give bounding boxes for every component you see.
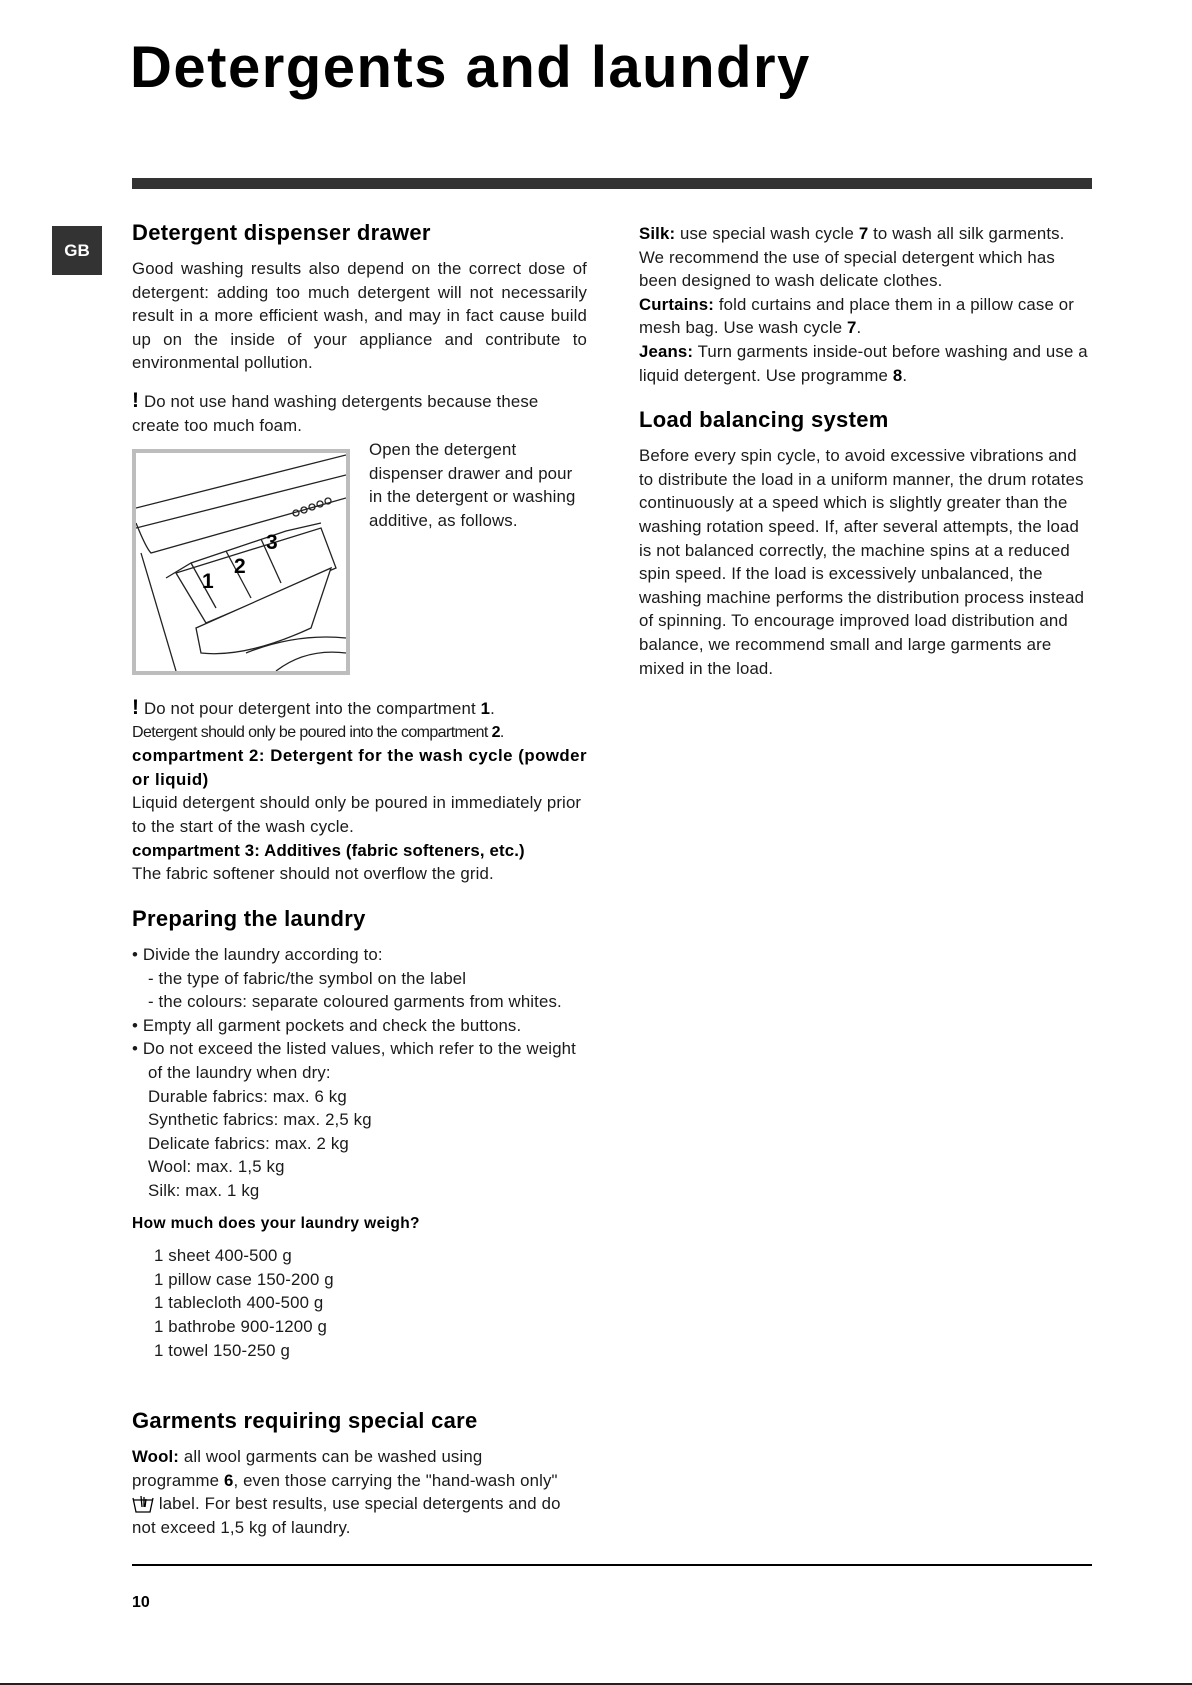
special-care-continued [639, 222, 1094, 680]
bullet-divide: • Divide the laundry according to: [132, 945, 383, 964]
limit-item: Delicate fabrics: max. 2 kg [148, 1133, 349, 1153]
wool-instructions: Wool: all wool garments can be washed using programme 6, even those carrying the "hand-wash only" label. For best results, use special detergents and do not exceed 1,5 kg of laundry. [132, 1447, 561, 1537]
compartment-3-text: The fabric softener should not overflow the grid. [132, 864, 494, 884]
figure-caption: Open the detergent dispenser drawer and pour in the detergent or washing additive, as follows. [369, 440, 576, 530]
preparing-heading: Preparing the laundry [132, 906, 366, 931]
bullet-limits: • Do not exceed the listed values, which refer to the weight of the laundry when dry: [132, 1039, 576, 1082]
drawer-illustration [136, 453, 346, 671]
special-care-heading: Garments requiring special care [132, 1408, 478, 1433]
page-title: Detergents and laundry [130, 35, 811, 100]
language-badge: GB [52, 226, 102, 275]
footer-divider [132, 1564, 1092, 1566]
jeans-instructions: Jeans: Turn garments inside-out before washing and use a liquid detergent. Use programme 8. [639, 341, 1088, 385]
limit-item: Synthetic fabrics: max. 2,5 kg [148, 1110, 372, 1130]
special-care-section [132, 1408, 572, 1539]
foam-warning: ! Do not use hand washing detergents because these create too much foam. [132, 388, 539, 435]
dispenser-section [132, 220, 587, 437]
balancing-text: Before every spin cycle, to avoid excessive vibrations and to distribute the load in a uniform manner, the drum rotates continuously at a speed which is slightly greater than the washing rotation speed. If, after several attempts, the load is not balanced correctly, the machine spins at a reduced spin speed. If the load is excessively unbalanced, the washing machine performs the distribution process instead of spinning. To encourage improved load distribution and balance, we recommend small and large garments are mixed in the load. [639, 446, 1085, 678]
compartment-3-label: 3 [266, 531, 278, 554]
weight-item: 1 bathrobe 900-1200 g [154, 1316, 327, 1336]
compartment-2-label: 2 [234, 555, 246, 578]
header-divider [132, 178, 1092, 189]
weight-item: 1 sheet 400-500 g [154, 1246, 292, 1266]
weight-item: 1 tablecloth 400-500 g [154, 1293, 324, 1313]
note-compartment-2: Detergent should only be poured into the compartment 2. [132, 723, 504, 741]
hand-wash-icon [132, 1494, 154, 1514]
limit-item: Silk: max. 1 kg [148, 1180, 260, 1200]
bullet-pockets: • Empty all garment pockets and check the buttons. [132, 1015, 522, 1035]
limit-item: Wool: max. 1,5 kg [148, 1157, 285, 1177]
compartment-2-text: Liquid detergent should only be poured in immediately prior to the start of the wash cycle. [132, 793, 582, 836]
curtains-instructions: Curtains: fold curtains and place them in a pillow case or mesh bag. Use wash cycle 7. [639, 294, 1074, 338]
dispenser-drawer-figure [132, 449, 350, 675]
balancing-heading: Load balancing system [639, 407, 889, 433]
sub-bullet-colours: - the colours: separate coloured garments from whites. [148, 992, 562, 1012]
page-number: 10 [132, 1594, 150, 1611]
weigh-heading: How much does your laundry weigh? [132, 1214, 420, 1232]
preparing-section [132, 906, 587, 1362]
compartment-2-heading: compartment 2: Detergent for the wash cycle (powder or liquid) [132, 746, 587, 789]
compartment-3-heading: compartment 3: Additives (fabric softeners, etc.) [132, 840, 525, 860]
compartment-notes [132, 696, 587, 886]
warning-icon: ! [132, 388, 140, 412]
sub-bullet-fabric: - the type of fabric/the symbol on the label [148, 968, 467, 988]
dispenser-intro: Good washing results also depend on the correct dose of detergent: adding too much detergent will not necessarily result in a more efficient wash, and may in fact cause build up on the inside of your appliance and contribute to environmental pollution. [132, 259, 587, 373]
weight-item: 1 towel 150-250 g [154, 1340, 290, 1360]
silk-instructions: Silk: use special wash cycle 7 to wash all silk garments. We recommend the use of special detergent which has been designed to wash delicate clothes. [639, 224, 1065, 291]
warning-icon: ! [132, 696, 140, 719]
limit-item: Durable fabrics: max. 6 kg [148, 1086, 347, 1106]
dispenser-heading: Detergent dispenser drawer [132, 220, 431, 245]
weight-item: 1 pillow case 150-200 g [154, 1269, 334, 1289]
compartment-1-label: 1 [202, 570, 214, 593]
note-compartment-1: ! Do not pour detergent into the compartment 1. [132, 696, 495, 719]
